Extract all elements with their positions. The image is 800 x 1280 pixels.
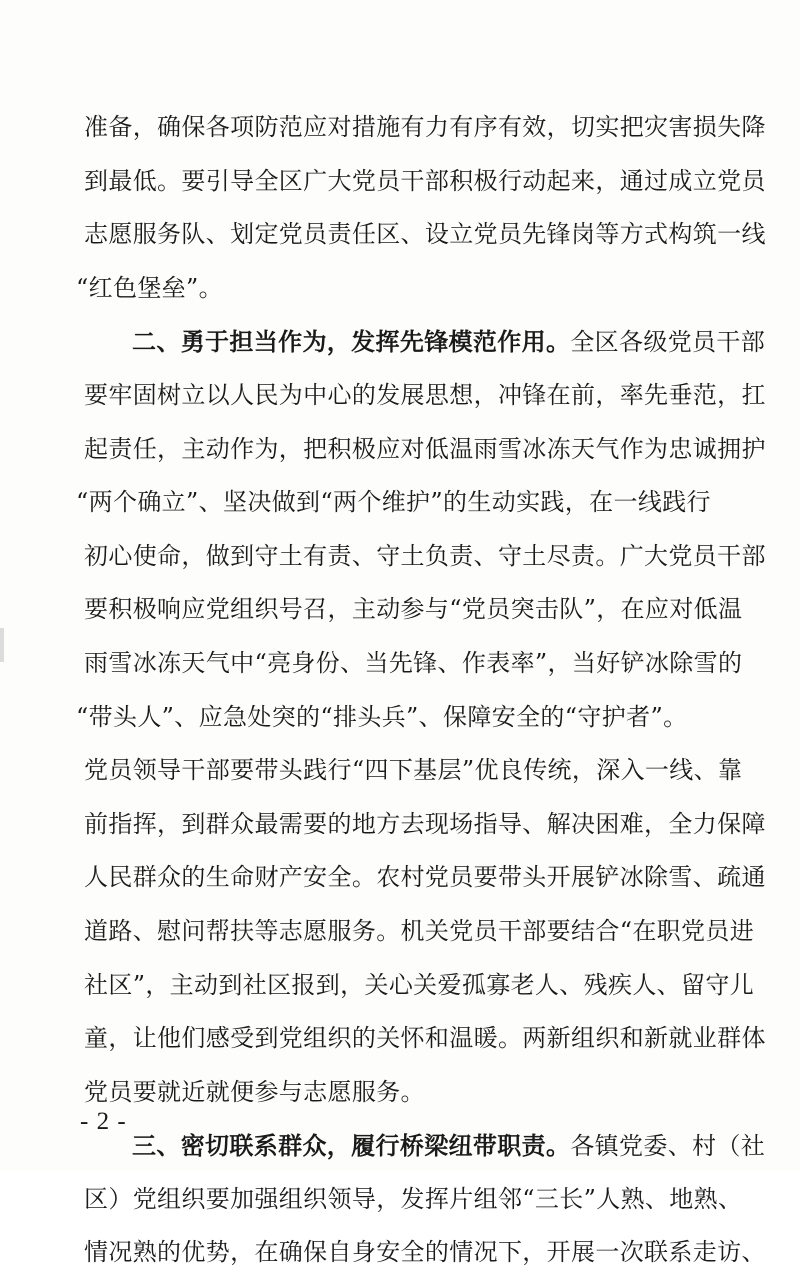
- text-line: 区）党组织要加强组织领导，发挥片组邻“三长”人熟、地熟、: [84, 1184, 743, 1213]
- text-line: 童，让他们感受到党组织的关怀和温暖。两新组织和新就业群体: [84, 1024, 766, 1053]
- paragraph-first-line: [84, 315, 766, 369]
- text-line: 社区”，主动到社区报到，关心关爱孤寡老人、残疾人、留守儿: [84, 970, 755, 999]
- text-span: 各镇党委、村（社: [570, 1132, 766, 1161]
- text-line: 党员要就近就便参与志愿服务。: [84, 1077, 425, 1106]
- text-line: “两个确立”、坚决做到“两个维护”的生动实践，在一线践行: [76, 488, 711, 517]
- text-line: 人民群众的生命财产安全。农村党员要带头开展铲冰除雪、疏通: [84, 863, 766, 892]
- page-number: - 2 -: [80, 1108, 127, 1135]
- text-line: 要牢固树立以人民为中心的发展思想，冲锋在前，率先垂范，扛: [84, 380, 766, 409]
- text-line: 党员领导干部要带头践行“四下基层”优良传统，深入一线、靠: [84, 756, 743, 785]
- text-line: 雨雪冰冻天气中“亮身份、当先锋、作表率”，当好铲冰除雪的: [84, 648, 743, 677]
- text-line: 初心使命，做到守土有责、守土负责、守土尽责。广大党员干部: [84, 541, 766, 570]
- scan-edge-mark: [0, 628, 4, 662]
- text-line: “带头人”、应急处突的“排头兵”、保障安全的“守护者”。: [76, 702, 688, 731]
- text-line: 准备，确保各项防范应对措施有力有序有效，切实把灾害损失降: [84, 113, 766, 141]
- text-line: 到最低。要引导全区广大党员干部积极行动起来，通过成立党员: [84, 166, 766, 195]
- text-line: 志愿服务队、划定党员责任区、设立党员先锋岗等方式构筑一线: [84, 220, 766, 249]
- text-line: 道路、慰问帮扶等志愿服务。机关党员干部要结合“在职党员进: [84, 916, 755, 945]
- body-text: [76, 101, 766, 1280]
- text-line: “红色堡垒”。: [76, 273, 223, 302]
- text-line: 要积极响应党组织号召，主动参与“党员突击队”，在应对低温: [84, 595, 743, 624]
- text-span: 全区各级党员干部: [570, 328, 766, 357]
- paragraph-first-line: [84, 1119, 766, 1173]
- section-heading-3: 三、密切联系群众，履行桥梁纽带职责。: [132, 1131, 571, 1161]
- section-heading-2: 二、勇于担当作为，发挥先锋模范作用。: [132, 327, 571, 357]
- text-line: 情况熟的优势，在确保自身安全的情况下，开展一次联系走访、: [84, 1238, 766, 1267]
- text-line: 前指挥，到群众最需要的地方去现场指导、解决困难，全力保障: [84, 809, 766, 838]
- text-line: 起责任，主动作为，把积极应对低温雨雪冰冻天气作为忠诚拥护: [84, 434, 766, 463]
